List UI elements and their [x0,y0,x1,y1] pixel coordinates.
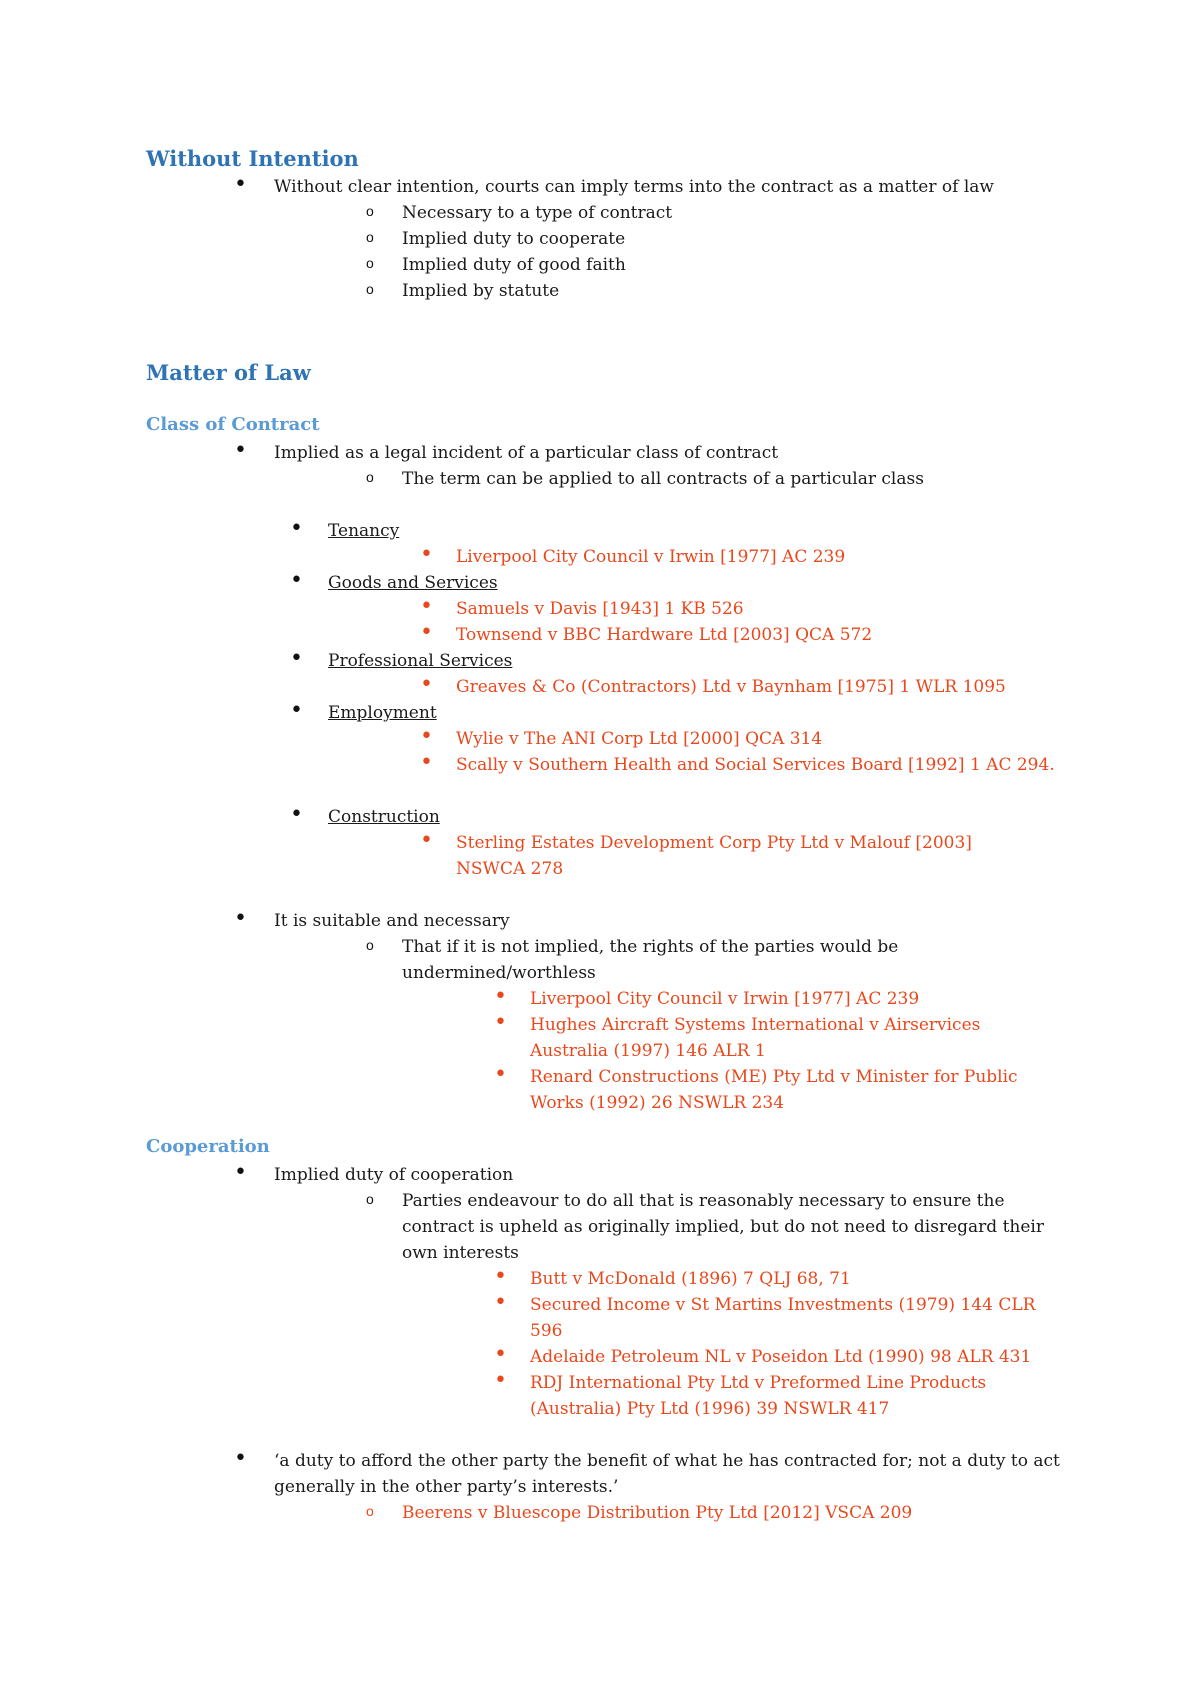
list-item: o Implied duty of good faith [402,252,1102,278]
case-citation: • Renard Constructions (ME) Pty Ltd v Minister for Public Works (1992) 26 NSWLR 234 [530,1064,1060,1116]
category-tenancy: • Tenancy [328,518,1028,544]
sub-beerens-case: o Beerens v Bluescope Distribution Pty Ltd [2012] VSCA 209 [402,1500,1102,1526]
cases-cooperation [530,1266,1070,1422]
case-citation: • Wylie v The ANI Corp Ltd [2000] QCA 314 [456,726,1056,752]
case-citation: • Sterling Estates Development Corp Pty Ltd v Malouf [2003] NSWCA 278 [456,830,1036,882]
cases-tenancy [456,544,1076,570]
list-item: o Implied duty to cooperate [402,226,1102,252]
cases-suitable [530,986,1060,1116]
case-citation: • Samuels v Davis [1943] 1 KB 526 [456,596,1076,622]
case-citation: • Scally v Southern Health and Social Services Board [1992] 1 AC 294. [456,752,1056,778]
cases-professional-services [456,674,1076,700]
case-citation: • Adelaide Petroleum NL v Poseidon Ltd (1990) 98 ALR 431 [530,1344,1070,1370]
category-construction: • Construction [328,804,1028,830]
sub-applied-all-contracts: o The term can be applied to all contracts of a particular class [402,466,1102,492]
sub-parties-endeavour: o Parties endeavour to do all that is reasonably necessary to ensure the contract is upheld as originally implied, but do not need to disregard their own interests [402,1188,1072,1266]
bullet-suitable-and-necessary: • It is suitable and necessary [274,908,1104,934]
case-citation: • Liverpool City Council v Irwin [1977] AC 239 [530,986,1060,1012]
category-professional-services: • Professional Services [328,648,1028,674]
bullet-implied-duty-cooperation: • Implied duty of cooperation [274,1162,1104,1188]
case-citation: • Townsend v BBC Hardware Ltd [2003] QCA 572 [456,622,1076,648]
bullet-marker [234,174,247,201]
list-item: o Implied by statute [402,278,1102,304]
list-item: o Necessary to a type of contract [402,200,1102,226]
bullet-implied-legal-incident: • Implied as a legal incident of a particular class of contract [274,440,1104,466]
sub-rights-undermined: o That if it is not implied, the rights of the parties would be undermined/worthless [402,934,942,986]
bullet-duty-quote: • ‘a duty to afford the other party the benefit of what he has contracted for; not a duty to act generally in the other party’s interests.’ [274,1448,1074,1500]
bullet-without-clear-intention: • Without clear intention, courts can imply terms into the contract as a matter of law [274,174,1104,200]
case-citation: • Greaves & Co (Contractors) Ltd v Baynham [1975] 1 WLR 1095 [456,674,1076,700]
category-goods-and-services: • Goods and Services [328,570,1028,596]
cases-construction [456,830,1036,882]
heading-without-intention: Without Intention [146,146,359,171]
heading-class-of-contract: Class of Contract [146,414,320,435]
case-citation: • Hughes Aircraft Systems International v Airservices Australia (1997) 146 ALR 1 [530,1012,1060,1064]
heading-matter-of-law: Matter of Law [146,360,311,385]
cases-employment [456,726,1056,778]
case-citation: • Secured Income v St Martins Investments (1979) 144 CLR 596 [530,1292,1070,1344]
category-employment: • Employment [328,700,1028,726]
heading-cooperation: Cooperation [146,1136,270,1157]
case-citation: • RDJ International Pty Ltd v Preformed Line Products (Australia) Pty Ltd (1996) 39 NSWLR 417 [530,1370,1070,1422]
case-citation: • Liverpool City Council v Irwin [1977] AC 239 [456,544,1076,570]
list-implied-types [402,200,1102,304]
cases-goods-and-services [456,596,1076,648]
case-citation: • Butt v McDonald (1896) 7 QLJ 68, 71 [530,1266,1070,1292]
